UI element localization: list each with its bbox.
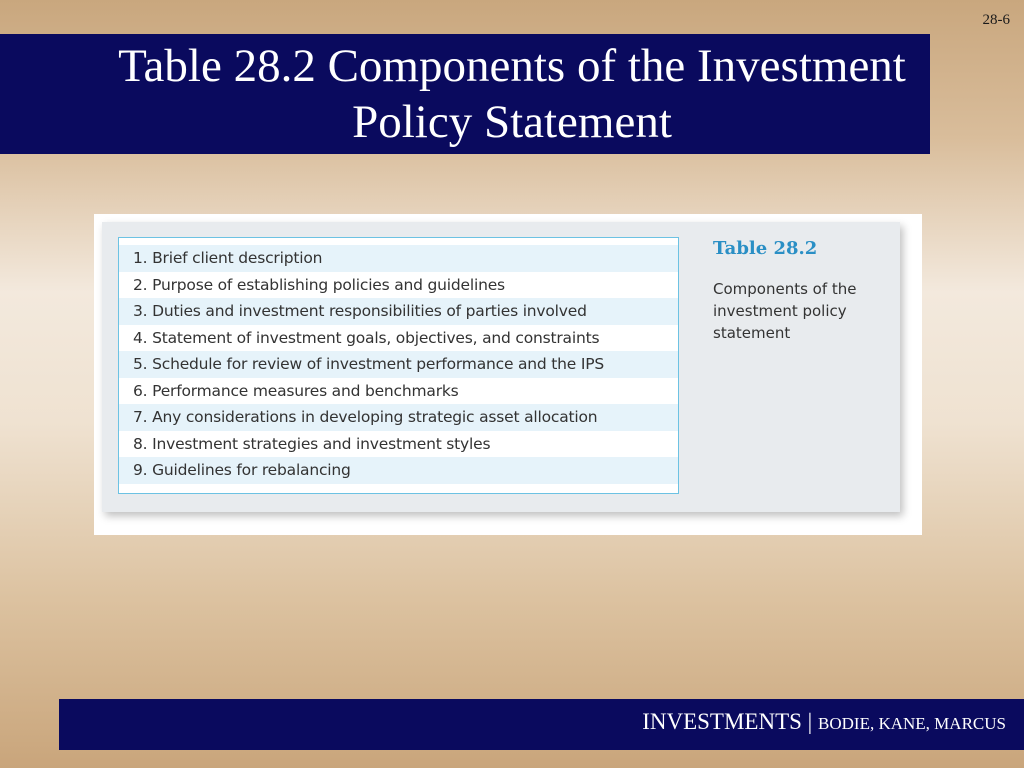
- table-row: 6. Performance measures and benchmarks: [119, 378, 678, 405]
- table-label: Table 28.2: [713, 238, 818, 259]
- table-caption-line-2: investment policy: [713, 302, 847, 320]
- table-row: 7. Any considerations in developing strategic asset allocation: [119, 404, 678, 431]
- table-image-card: [94, 214, 922, 535]
- footer-text: [642, 709, 1006, 735]
- table-row: 3. Duties and investment responsibilities of parties involved: [119, 298, 678, 325]
- table-caption: [713, 278, 893, 344]
- footer-authors: BODIE, KANE, MARCUS: [818, 714, 1006, 733]
- table-caption-line-1: Components of the: [713, 280, 857, 298]
- footer-book-title: INVESTMENTS: [642, 709, 802, 734]
- slide-title-line-2: Policy Statement: [352, 96, 672, 148]
- components-table: [118, 237, 679, 494]
- table-panel: [102, 222, 900, 512]
- table-row: 8. Investment strategies and investment styles: [119, 431, 678, 458]
- table-caption-line-3: statement: [713, 324, 791, 342]
- table-row: 9. Guidelines for rebalancing: [119, 457, 678, 484]
- footer-separator: |: [801, 709, 819, 734]
- slide-title-line-1: Table 28.2 Components of the Investment: [118, 40, 906, 92]
- slide-title: [0, 38, 1024, 150]
- table-row: 2. Purpose of establishing policies and guidelines: [119, 272, 678, 299]
- table-row: 1. Brief client description: [119, 245, 678, 272]
- table-row: 5. Schedule for review of investment performance and the IPS: [119, 351, 678, 378]
- slide-number: 28-6: [982, 12, 1010, 28]
- table-row: 4. Statement of investment goals, objectives, and constraints: [119, 325, 678, 352]
- footer-band: [59, 699, 1024, 750]
